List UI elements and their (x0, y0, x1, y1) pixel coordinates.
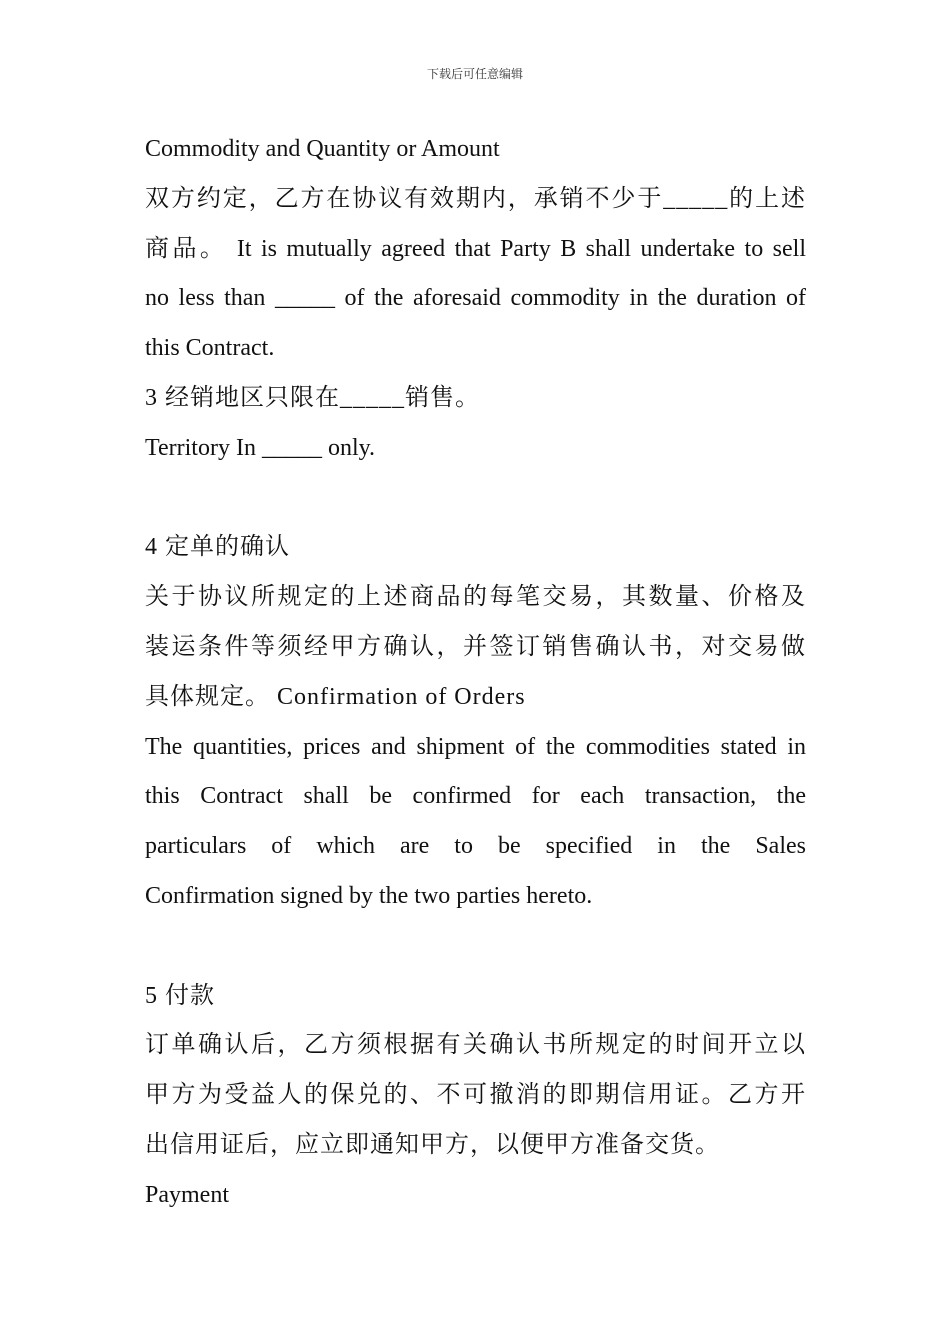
section-5-heading: 5 付款 (145, 982, 215, 1009)
quantity-mixed-line: 商品。 It is mutually agreed that Party B shall undertake to sell (145, 235, 806, 262)
quantity-cn-line: 双方约定，乙方在协议有效期内，承销不少于_____的上述 (145, 185, 806, 212)
quantity-en-line-end: this Contract. (145, 335, 275, 362)
orders-cn-line: 关于协议所规定的上述商品的每笔交易，其数量、价格及 (145, 584, 806, 611)
payment-cn-line-end: 出信用证后，应立即通知甲方，以便甲方准备交货。 (145, 1131, 720, 1158)
territory-cn: 3 经销地区只限在_____销售。 (145, 384, 480, 411)
payment-en-heading: Payment (145, 1181, 229, 1208)
section-4-heading: 4 定单的确认 (145, 534, 290, 561)
orders-en-line: this Contract shall be confirmed for each transaction, the (145, 783, 806, 810)
commodity-heading: Commodity and Quantity or Amount (145, 136, 500, 162)
page-header: 下载后可任意编辑 (426, 67, 523, 81)
orders-en-line-end: Confirmation signed by the two parties hereto. (145, 882, 593, 909)
document-body (145, 125, 806, 1221)
territory-en: Territory In _____ only. (145, 434, 376, 461)
orders-cn-line: 装运条件等须经甲方确认，并签订销售确认书，对交易做 (145, 633, 806, 660)
orders-en-line: particulars of which are to be specified in the Sales (145, 833, 806, 860)
quantity-en-line: no less than _____ of the aforesaid commodity in the duration of (145, 285, 806, 312)
payment-cn-line: 甲方为受益人的保兑的、不可撤消的即期信用证。乙方开 (145, 1082, 806, 1109)
blank-line (145, 922, 806, 972)
payment-cn-line: 订单确认后，乙方须根据有关确认书所规定的时间开立以 (145, 1032, 806, 1059)
orders-mixed-line: 具体规定。 Confirmation of Orders (145, 683, 526, 710)
orders-en-line: The quantities, prices and shipment of the commodities stated in (145, 733, 806, 760)
blank-line (145, 474, 806, 524)
